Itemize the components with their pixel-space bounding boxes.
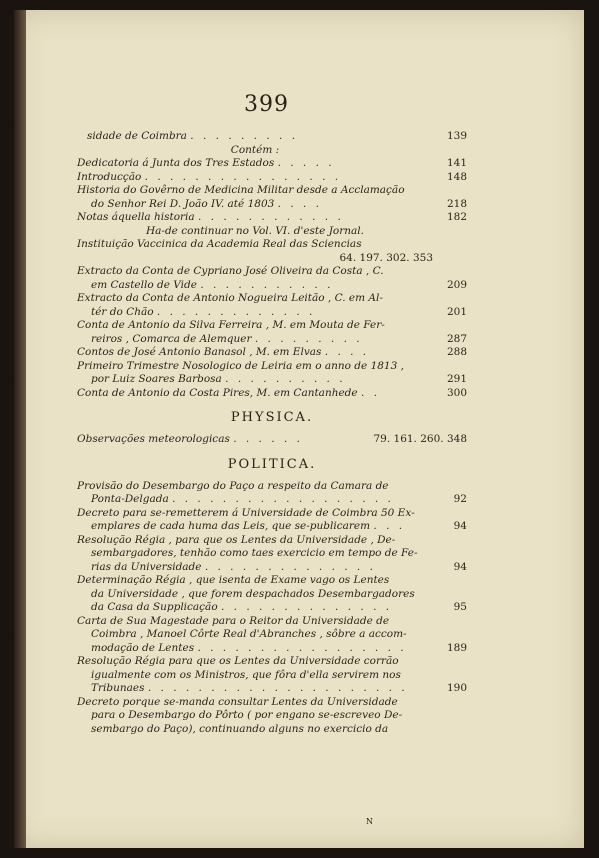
toc-entry-title: Ponta-Delgada	[91, 493, 169, 505]
leader-dots: . . . . . . . . . .	[225, 373, 346, 385]
toc-entry-text	[77, 333, 467, 347]
toc-entry-page-number: 300	[446, 386, 467, 399]
toc-entry-page-number: 190	[446, 682, 467, 694]
toc-entry	[77, 601, 467, 615]
toc-entry-page-number: 218	[446, 197, 467, 210]
toc-entry-text	[77, 238, 467, 252]
leader-dots: . . . . .	[277, 157, 335, 169]
toc-entry	[77, 696, 467, 710]
toc-entry-text	[77, 601, 467, 615]
toc-entry	[77, 480, 467, 494]
toc-entry	[77, 265, 467, 279]
toc-entry-text	[77, 642, 467, 656]
section-heading-politica: POLITICA.	[227, 456, 317, 472]
leader-dots: . . . . . .	[233, 433, 303, 445]
toc-entry	[77, 198, 467, 212]
toc-entry-title: Conta de Antonio da Silva Ferreira , M. em Mouta de Fer-	[77, 319, 385, 331]
toc-entry	[77, 615, 467, 629]
toc-entry-text	[77, 588, 467, 602]
signature-mark: N	[366, 817, 373, 826]
toc-entry-page-number: 79. 161. 260. 348	[373, 433, 467, 445]
toc-entry-text	[77, 561, 467, 575]
toc-entry	[77, 157, 467, 171]
leader-dots: . . . . . . . . . . . . . . . . . . . . .	[147, 682, 408, 694]
book-page	[14, 10, 584, 848]
toc-entry-text	[77, 655, 467, 669]
toc-entry-title: emplares de cada huma das Leis, que se-publicarem	[91, 520, 371, 532]
toc-entry-text	[77, 547, 467, 561]
toc-entry-page-number: 288	[446, 346, 467, 358]
toc-entry-text	[77, 387, 467, 401]
toc-entry-page-number: 92	[453, 493, 467, 505]
toc-entry-title: sidade de Coimbra	[87, 130, 187, 142]
toc-entry-text	[77, 265, 467, 279]
leader-dots: . . . .	[277, 197, 323, 210]
toc-entry-title: Extracto da Conta de Cypriano José Oliveira da Costa , C.	[77, 265, 384, 277]
toc-entry-page-number: 141	[446, 157, 467, 169]
toc-entry-text	[77, 360, 467, 374]
toc-entry-title: Dedicatoria á Junta dos Tres Estados	[77, 157, 275, 169]
toc-entry-page-number: 291	[446, 373, 467, 385]
toc-entry-title: da Universidade , que forem despachados Desembargadores	[91, 587, 415, 600]
toc-entry-page-number: 209	[446, 278, 467, 291]
toc-entry-title: por Luiz Soares Barbosa	[91, 373, 222, 385]
toc-entry-page-number: 95	[453, 601, 467, 613]
toc-entry-title: Resolução Régia para que os Lentes da Universidade corrão	[77, 655, 399, 667]
toc-entry-title: Tribunaes	[91, 682, 145, 694]
toc-entry-text	[77, 144, 467, 158]
toc-entry	[77, 144, 467, 158]
leader-dots: . .	[360, 386, 380, 399]
toc-entry-text	[77, 723, 467, 737]
toc-entry-title: Decreto porque se-manda consultar Lentes da Universidade	[77, 695, 398, 708]
toc-entries-top	[77, 130, 467, 736]
page-number: 399	[244, 92, 289, 117]
toc-entry-title: do Senhor Rei D. João IV. até 1803	[91, 197, 275, 210]
toc-entry-text	[77, 198, 467, 212]
toc-entry	[77, 655, 467, 669]
toc-entry	[77, 534, 467, 548]
toc-entry-title: tér do Chão	[91, 305, 154, 318]
toc-entry-title: Determinação Régia , que isenta de Exame vago os Lentes	[77, 574, 390, 586]
toc-entry	[77, 306, 467, 320]
toc-entry-page-number: 189	[446, 641, 467, 654]
toc-entry-text	[77, 480, 467, 494]
toc-entry	[77, 373, 467, 387]
toc-entry-page-number: 139	[446, 130, 467, 142]
toc-entry-title: rias da Universidade	[91, 560, 202, 573]
toc-entry-text	[77, 682, 467, 696]
toc-entry-text	[77, 157, 467, 171]
leader-dots: . . . . . . . . .	[254, 332, 363, 345]
toc-entry-title: Ha-de continuar no Vol. VI. d'este Jornal.	[146, 224, 364, 237]
toc-entry-text	[77, 534, 467, 548]
leader-dots: . . . . . . . . . . . . . .	[220, 601, 393, 613]
toc-entry	[77, 682, 467, 696]
toc-entry-title: Introducção	[77, 170, 142, 183]
toc-entry-text	[77, 346, 467, 360]
toc-entry-text	[77, 184, 467, 198]
toc-entry-text	[77, 520, 467, 534]
toc-entry-title: modação de Lentes	[91, 641, 195, 654]
toc-entry-page-number: 287	[446, 332, 467, 345]
toc-entry	[77, 387, 467, 401]
toc-entry-page-number: 182	[446, 211, 467, 223]
toc-entry-title: Resolução Régia , para que os Lentes da Universidade , De-	[77, 533, 396, 546]
toc-entry	[77, 588, 467, 602]
toc-entry-text	[77, 709, 467, 723]
toc-entry-title: para o Desembargo do Pôrto ( por engano se-escreveo De-	[91, 709, 403, 721]
toc-entry-text	[77, 507, 467, 521]
leader-dots: . . . . . . . . . . . .	[198, 211, 344, 223]
toc-entry-text	[77, 279, 467, 293]
toc-entry	[77, 723, 467, 737]
toc-entry-text	[77, 252, 467, 266]
toc-entry-title: Carta de Sua Magestade para o Reitor da Universidade de	[77, 614, 390, 627]
leader-dots: . . . . . . . . .	[190, 130, 299, 142]
toc-entry	[77, 171, 467, 185]
toc-entry-title: da Casa da Supplicação	[91, 601, 218, 613]
toc-entry-title: Contém :	[230, 143, 280, 156]
leader-dots: . . .	[373, 520, 406, 532]
toc-entry-page-number: 148	[446, 170, 467, 183]
leader-dots: . . . . . . . . . . . . . . . . . .	[172, 493, 394, 505]
toc-entry	[77, 493, 467, 507]
toc-entry-title: Provisão do Desembargo do Paço a respeito da Camara de	[77, 479, 389, 492]
toc-entry	[77, 279, 467, 293]
toc-entry	[77, 642, 467, 656]
toc-entry	[77, 360, 467, 374]
toc-entry-title: em Castello de Vide	[91, 278, 197, 291]
toc-entry-title: sembargadores, tenhão como taes exercicio em tempo de Fe-	[91, 547, 418, 559]
toc-entry-text	[77, 130, 467, 144]
toc-entry-page-number: 201	[446, 305, 467, 318]
toc-entry-text	[77, 669, 467, 683]
toc-entry	[77, 561, 467, 575]
toc-entry-title: Extracto da Conta de Antonio Nogueira Leitão , C. em Al-	[77, 292, 383, 304]
leader-dots: . . . . . . . . . . . . . . . . .	[197, 641, 407, 654]
toc-entry-text	[77, 628, 467, 642]
toc-entry-title: Observações meteorologicas	[77, 433, 230, 445]
section-heading-physica: PHYSICA.	[230, 410, 314, 425]
toc-entry-text	[77, 225, 467, 239]
toc-entry-title: Conta de Antonio da Costa Pires, M. em Cantanhede	[77, 386, 358, 399]
toc-entry-text	[77, 373, 467, 387]
toc-entry-text	[77, 306, 467, 320]
toc-entry	[77, 252, 467, 266]
toc-entry-text	[77, 171, 467, 185]
toc-entry	[77, 628, 467, 642]
toc-entry	[77, 669, 467, 683]
toc-entry-page-number: 94	[453, 520, 467, 532]
toc-entry-title: sembargo do Paço), continuando alguns no exercicio da	[91, 722, 389, 735]
toc-entry	[77, 184, 467, 198]
leader-dots: . . . . . . . . . . .	[200, 278, 334, 291]
toc-entry-title: Primeiro Trimestre Nosologico de Leiria em o anno de 1813 ,	[77, 359, 404, 372]
leader-dots: . . . . . . . . . . . . .	[156, 305, 316, 318]
toc-entry	[77, 520, 467, 534]
toc-entry-page-number: 94	[453, 560, 467, 573]
toc-entry-text	[77, 319, 467, 333]
toc-entry-text	[77, 493, 467, 507]
leader-dots: . . . . . . . . . . . . . .	[204, 560, 376, 573]
toc-entry-title: Notas áquella historia	[77, 211, 195, 223]
toc-entry-title: Coimbra , Manoel Côrte Real d'Abranches , sôbre a accom-	[91, 628, 407, 640]
toc-entry	[77, 211, 467, 225]
toc-entry-text	[77, 574, 467, 588]
toc-entry	[77, 238, 467, 252]
toc-entry	[77, 433, 467, 447]
toc-entry-title: igualmente com os Ministros, que fôra d'ella servirem nos	[91, 668, 401, 681]
toc-entry-title: Contos de José Antonio Banasol , M. em Elvas	[77, 346, 322, 358]
toc-entry-title: 64. 197. 302. 353	[339, 251, 433, 264]
toc-entry	[77, 333, 467, 347]
leader-dots: . . . .	[324, 346, 370, 358]
toc-entry-text	[77, 292, 467, 306]
toc-entry-title: Decreto para se-remetterem á Universidade de Coimbra 50 Ex-	[77, 506, 415, 519]
toc-entry	[77, 346, 467, 360]
toc-entry	[77, 130, 467, 144]
toc-entry	[77, 507, 467, 521]
toc-entry	[77, 574, 467, 588]
toc-entry-title: Instituição Vaccinica da Academia Real das Sciencias	[77, 238, 362, 250]
toc-entry	[77, 319, 467, 333]
toc-entry	[77, 292, 467, 306]
toc-entry	[77, 225, 467, 239]
book-spine	[14, 10, 26, 848]
toc-entry-title: Historia do Govêrno de Medicina Militar desde a Acclamação	[77, 184, 405, 196]
toc-entry-text	[77, 615, 467, 629]
toc-entry-text	[77, 696, 467, 710]
toc-entry-title: reiros , Comarca de Alemquer	[91, 332, 252, 345]
toc-entry-text	[77, 211, 467, 225]
toc-entry	[77, 709, 467, 723]
toc-entry	[77, 547, 467, 561]
leader-dots: . . . . . . . . . . . . . . . .	[144, 170, 342, 183]
